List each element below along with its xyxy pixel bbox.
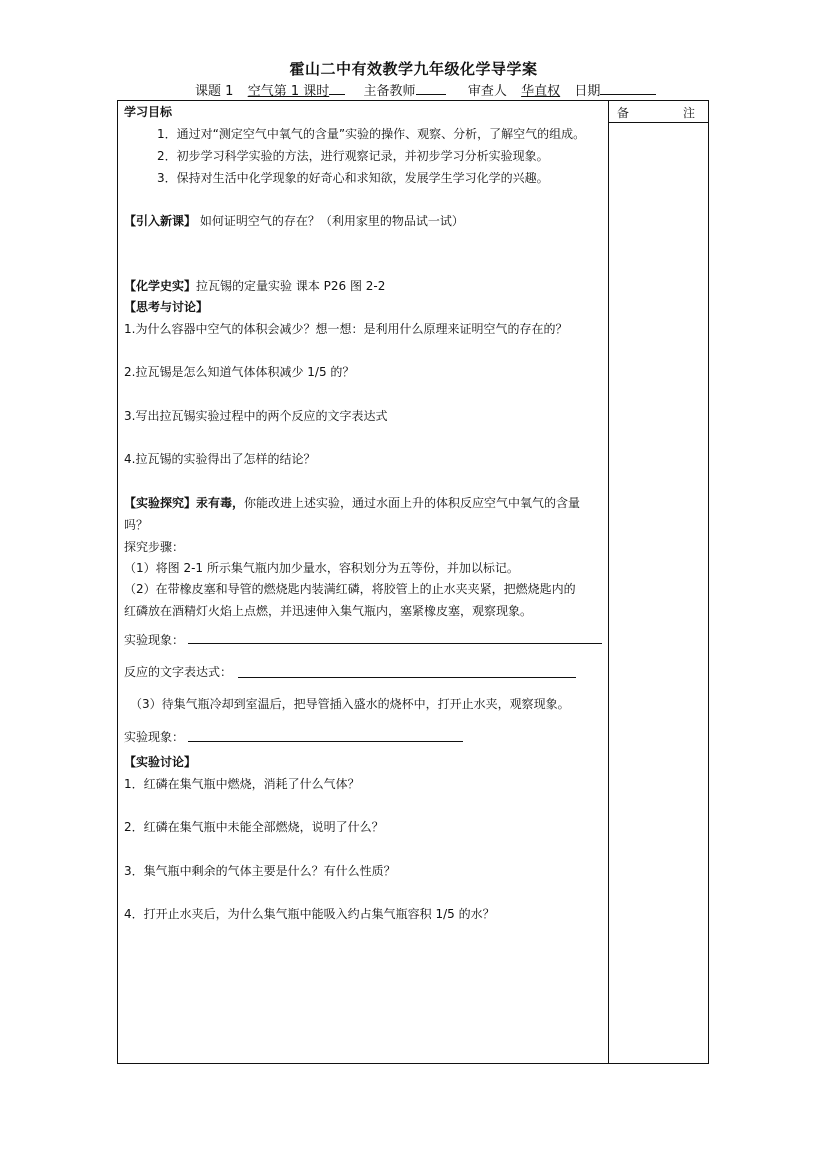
explore-text-2: 吗？	[124, 518, 149, 532]
date-label: 日期	[574, 84, 601, 99]
word-expression-label: 反应的文字表达式：	[124, 665, 233, 679]
lesson-value: 空气第 1 课时	[247, 84, 330, 99]
exp-discuss-item-2: 2．红磷在集气瓶中未能全部燃烧，说明了什么？	[124, 820, 384, 834]
lesson-blank	[329, 82, 345, 95]
history-text: 拉瓦锡的定量实验 课本 P26 图 2-2	[196, 279, 386, 293]
discuss-item-1: 1.为什么容器中空气的体积会减少？想一想：是利用什么原理来证明空气的存在的？	[124, 322, 568, 336]
goal-item-1: 1．通过对“测定空气中氧气的含量”实验的操作、观察、分析，了解空气的组成。	[157, 127, 586, 141]
explore-heading: 【实验探究】	[124, 496, 197, 510]
exp-discuss-item-1: 1．红磷在集气瓶中燃烧，消耗了什么气体？	[124, 777, 360, 791]
intro-heading: 【引入新课】	[124, 214, 197, 228]
goal-item-3: 3．保持对生活中化学现象的好奇心和求知欲，发展学生学习化学的兴趣。	[157, 171, 549, 185]
notes-column-header	[609, 100, 709, 123]
phenomenon-2-label: 实验现象：	[124, 730, 185, 744]
explore-bold-note: 汞有毒，	[196, 496, 245, 510]
notes-label-left: 备	[617, 106, 630, 120]
discuss-item-4: 4.拉瓦锡的实验得出了怎样的结论？	[124, 452, 316, 466]
preparer-blank	[416, 82, 446, 95]
explore-step-2a: （2）在带橡皮塞和导管的燃烧匙内装满红磷，将胶管上的止水夹夹紧，把燃烧匙内的	[124, 582, 576, 596]
notes-label-right: 注	[682, 106, 695, 120]
exp-discuss-item-4: 4．打开止水夹后，为什么集气瓶中能吸入约占集气瓶容积 1/5 的水？	[124, 907, 495, 921]
date-blank	[600, 82, 656, 95]
explore-step-2b: 红磷放在酒精灯火焰上点燃，并迅速伸入集气瓶内，塞紧橡皮塞，观察现象。	[124, 604, 533, 618]
notes-column-divider	[608, 100, 609, 1064]
discuss-item-2: 2.拉瓦锡是怎么知道气体体积减少 1/5 的？	[124, 365, 355, 379]
header-info-line	[195, 80, 656, 99]
phenomenon-1-answer-line[interactable]	[188, 643, 602, 644]
preparer-label: 主备教师	[363, 84, 416, 99]
explore-text-1: 你能改进上述实验，通过水面上升的体积反应空气中氧气的含量	[244, 496, 581, 510]
intro-text: 如何证明空气的存在？（利用家里的物品试一试）	[199, 214, 464, 228]
explore-step-3: （3）待集气瓶冷却到室温后，把导管插入盛水的烧杯中，打开止水夹，观察现象。	[130, 697, 570, 711]
explore-steps-label: 探究步骤：	[124, 540, 185, 554]
goal-item-2: 2．初步学习科学实验的方法，进行观察记录，并初步学习分析实验现象。	[157, 149, 549, 163]
exp-discuss-item-3: 3．集气瓶中剩余的气体主要是什么？有什么性质？	[124, 864, 396, 878]
phenomenon-2-answer-line[interactable]	[188, 741, 463, 742]
history-heading: 【化学史实】	[124, 279, 197, 293]
reviewer-label: 审查人	[467, 84, 507, 99]
reviewer-value: 华直权	[521, 84, 561, 99]
phenomenon-1-label: 实验现象：	[124, 633, 185, 647]
intro-line	[124, 214, 464, 229]
discuss-item-3: 3.写出拉瓦锡实验过程中的两个反应的文字表达式	[124, 409, 388, 423]
exp-discuss-heading: 【实验讨论】	[124, 755, 197, 769]
lesson-label: 课题 1	[195, 84, 234, 99]
history-line	[124, 279, 385, 294]
word-expression-answer-line[interactable]	[238, 677, 576, 678]
explore-line-1	[124, 496, 580, 511]
goals-heading: 学习目标	[124, 105, 173, 119]
discuss-heading: 【思考与讨论】	[124, 300, 209, 314]
page-title: 霍山二中有效教学九年级化学导学案	[289, 60, 538, 78]
explore-step-1: （1）将图 2-1 所示集气瓶内加少量水，容积划分为五等份，并加以标记。	[124, 561, 519, 575]
